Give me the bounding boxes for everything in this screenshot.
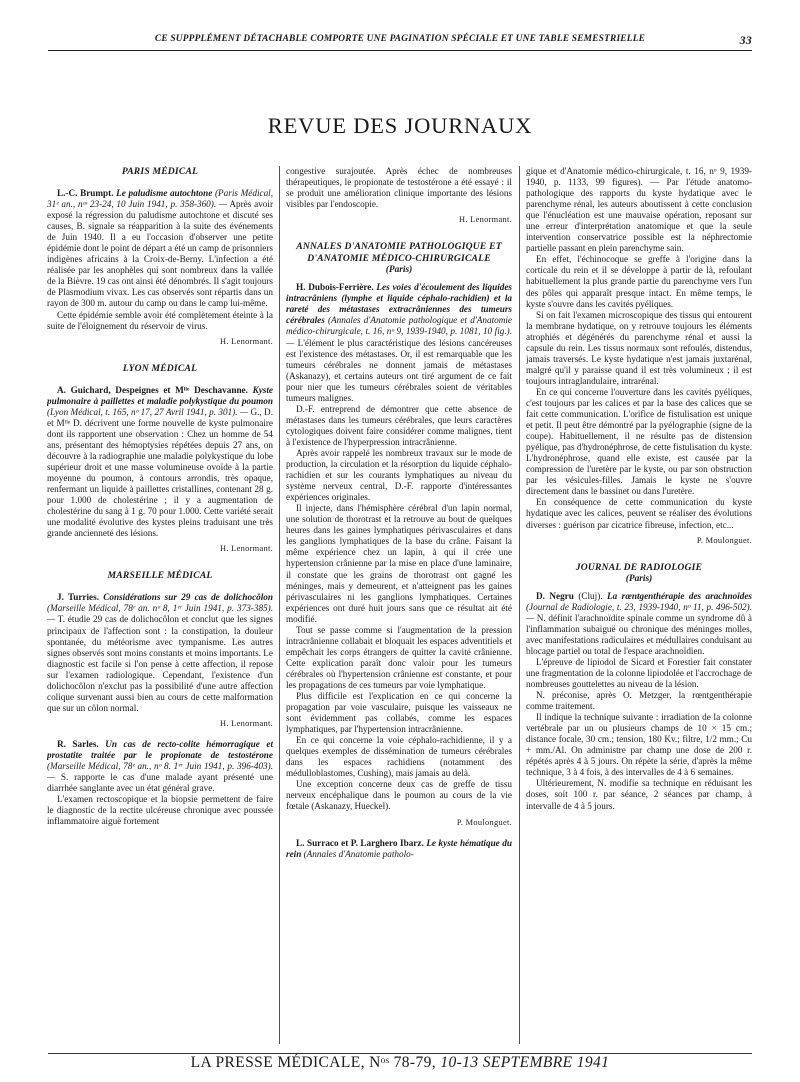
reviewer-signature: P. Moulonguet. (696, 535, 752, 545)
abstract-text: Une exception concerne deux cas de greffe de tissu nerveux encéphalique dans le poumon au cours de la vie fœtale (Askanazy, Hueckel). (286, 779, 512, 812)
abstract-entry (47, 385, 273, 540)
footer-date: 10-13 SEPTEMBRE 1941 (440, 1054, 610, 1071)
citation: (Annales d'Anatomie pathologique et d'Anatomie médico-chirurgicale, t. 16, nᵒ 9, 1939-1940, p. 1081, 10 fig.). — (286, 315, 512, 348)
authors: L. Surraco et P. Larghero Ibarz. (296, 837, 424, 848)
abstract-text: congestive surajoutée. Après échec de nombreuses thérapeutiques, le propionate de testostérone a été essayé : il se produit une amélioration clinique importante des lésions visibles par l'endoscopie. (286, 166, 512, 210)
abstract-text: En ce qui concerne l'ouverture dans les cavités pyéliques, c'est toujours par les calices et par la base des calices que se fait cette communication. L'orifice de fistulisation est unique et petit. Il peut être démontré par la pyélographie (signe de la coupe). Habituellement, il ne résulte pas de distension pyélique, pas d'hydronéphrose, de cette fistulisation du kyste. L'hydronéphrose, quand elle existe, est causée par la compression de l'uretère par le kyste, ou par son obstruction par les vésicules-filles. Jamais le kyste ne s'ouvre directement dans le bassinet ou dans l'uretère. (526, 386, 752, 497)
reviewer-signature: H. Lenormant. (459, 215, 512, 225)
abstract-text: G., D. et Mˡˡᵉ D. décrivent une forme nouvelle de kyste pulmonaire dont ils rapportent une observation : Chez un homme de 54 ans, présentant des hémoptysies répétées depuis 27 ans, on découvre à la radiographie une maladie polykystique du lobe supérieur droit et une masse volumineuse ovoïde à la partie moyenne du poumon, à contours arrondis, très opaque, renfermant un liquide à paillettes cristallines, contenant 28 g. pour 1.000 de cholestérine ; il y a augmentation de cholestérine du sang à 1 g. 70 pour 1.000. Cette variété serait une modalité évolutive des kystes pleins traduisant une très grande ancienneté des lésions. (47, 406, 273, 539)
running-header (48, 34, 752, 50)
abstract-text: Il indique la technique suivante : irradiation de la colonne vertébrale par un ou plusieurs champs de 10 × 15 cm.; distance focale, 30 cm.; tension, 180 Kv.; filtre, 1/2 mm.; Cu + mm./Al. On administre par champ une dose de 200 r. répétés après 4 à 5 jours. On répète la série, d'après la même technique, 3 à 4 fois, à des intervalles de 4 à 6 semaines. (526, 712, 752, 778)
section-title: MARSEILLE MÉDICAL (107, 570, 213, 582)
abstract-text: Ultérieurement, N. modifie sa technique en réduisant les doses, soit 100 r. par séance, 2 séances par champ, à intervalle de 4 à 5 jours. (526, 778, 752, 811)
abstract-text: Cette épidémie semble avoir été complètement éteinte à la suite de l'éloignement du réservoir de virus. (47, 309, 273, 331)
abstract-entry (526, 591, 752, 657)
article-title: Le paludisme autochtone (116, 188, 213, 198)
header-rule (48, 50, 752, 51)
authors: A. Guichard, Despeignes et Mˡˡᵉ Deschavanne. (57, 384, 248, 395)
authors: R. Sarles. (57, 738, 99, 749)
column-1 (47, 166, 273, 1046)
footer-journal: LA PRESSE MÉDICALE, Nᵒˢ 78-79, (190, 1054, 437, 1071)
page-title: REVUE DES JOURNAUX (267, 113, 533, 138)
abstract-text: D.-F. entreprend de démontrer que cette absence de métastases dans les tumeurs cérébrales, que leurs caractères cytologiques doivent faire considérer comme malignes, tient à l'existence de l'hyperpression intracrânienne. (286, 403, 512, 447)
citation: (Marseille Médical, 78ᵉ an., nᵒ 8. 1ᵉʳ Juin 1941, p. 396-403). — (47, 761, 273, 783)
abstract-text: N. définit l'arachnoïdite spinale comme un syndrome dû à l'inflammation subaiguë ou chronique des méninges molles, avec manifestations radiculaires et médullaires conduisant au blocage partiel ou total de l'espace arachnoïdien. (526, 612, 752, 656)
article-title: Considérations sur 29 cas de dolichocôlon (103, 592, 273, 603)
abstract-text: Après avoir rappelé les nombreux travaux sur le mode de production, la circulation et la résorption du liquide céphalo-rachidien et sur les courants lymphatiques au niveau du système nerveux central, D.-F. rapporte d'intéressantes expériences originales. (286, 447, 512, 503)
abstract-entry (47, 188, 273, 310)
abstract-text: Tout se passe comme si l'augmentation de la pression intracrânienne collabait et bloquait les espaces adventitiels et empêchait les corps étrangers de quitter la cavité crânienne. Cette explication paraît donc valoir pour les tumeurs cérébrales où l'hypertension crânienne est constante, et pour les propagations de ces tumeurs par voie lymphatique. (286, 624, 512, 690)
reviewer-signature: H. Lenormant. (220, 544, 273, 554)
abstract-entry (47, 739, 273, 794)
authors: J. Turries. (57, 592, 100, 603)
abstract-text: Plus difficile est l'explication en ce qui concerne la propagation par voie vasculaire, puisque les vaisseaux ne sont évidemment pas collabés, comme les espaces lymphatiques, par l'hypertension intracrânienne. (286, 691, 512, 735)
abstract-entry (47, 592, 273, 714)
citation: (Annales d'Anatomie patholo- (303, 848, 414, 859)
authors: D. Negru (536, 590, 574, 601)
section-title: LYON MÉDICAL (122, 362, 198, 374)
abstract-text: L'élément le plus caractéristique des lésions cancéreuses est l'existence des métastases. Or, il est remarquable que les tumeurs cérébrales ne donnent jamais de métastases (Askanazy), et certains auteurs ont tiré argument de ce fait pour nier que les tumeurs cérébrales soient de véritables tumeurs malignes. (286, 337, 512, 403)
authors: H. Dubois-Ferrière. (296, 282, 374, 293)
column-2 (286, 166, 512, 1046)
section-subtitle: (Paris) (625, 573, 653, 584)
abstract-entry (286, 838, 512, 860)
article-columns (47, 166, 753, 1046)
section-subtitle: (Paris) (385, 265, 413, 276)
abstract-text: En conséquence de cette communication du kyste hydatique avec les calices, peuvent se réaliser des évolutions diverses : guérison par cicatrice fibreuse, infection, etc... (526, 497, 752, 530)
running-header-text: CE SUPPPLÉMENT DÉTACHABLE COMPORTE UNE PAGINATION SPÉCIALE ET UNE TABLE SEMESTRIELLE (154, 34, 646, 44)
citation: (Journal de Radiologie, t. 23, 1939-1940, nᵒ 11, p. 496-502). — (526, 601, 752, 623)
citation: (Lyon Médical, t. 165, nᵒ 17, 27 Avril 1941, p. 301). — (47, 406, 249, 417)
citation: (Marseille Médical, 78ᵉ an. nᵒ 8, 1ᵉʳ Juin 1941, p. 373-385). — (47, 603, 273, 625)
abstract-text: En effet, l'échinocoque se greffe à l'origine dans la corticale du rein et il se développe à partir de là, refoulant habituellement la plus grande partie du parenchyme vers l'un des pôles qui apparaît presque intact. En même temps, le kyste s'ouvre dans les cavités pyéliques. (526, 254, 752, 309)
abstract-text: S. rapporte le cas d'une malade ayant présenté une diarrhée sanglante avec un état général grave. (47, 772, 273, 794)
reviewer-signature: H. Lenormant. (220, 336, 273, 346)
section-title: PARIS MÉDICAL (121, 166, 199, 177)
abstract-text: gique et d'Anatomie médico-chirurgicale, t. 16, nᵒ 9, 1939-1940, p. 1133, 99 figures). — Par l'étude anatomo-pathologique des rapports du kyste hydatique avec le parenchyme rénal, les auteurs aboutissent à cette conclusion que l'énucléation est une mauvaise opération, reposant sur une erreur d'interprétation anatomique et que la seule intervention conservatrice possible est la néphrectomie partielle passant en plein parenchyme sain. (526, 166, 752, 254)
article-title: Un cas de recto-colite hémorragique et prostatite traitée par le propionate de testostérone (47, 738, 273, 760)
reviewer-signature: H. Lenormant. (220, 718, 273, 728)
article-title: Le kyste hématique du rein (286, 837, 512, 859)
section-title: JOURNAL DE RADIOLOGIE (575, 561, 703, 573)
abstract-text: En ce qui concerne la voie céphalo-rachidienne, il y a quelques exemples de dissémination de tumeurs cérébrales dans les espaces rachidiens (notamment des médulloblastomes, Cushing), mais jamais au delà. (286, 735, 512, 779)
column-3 (526, 166, 752, 1046)
abstract-text: Il injecte, dans l'hémisphère cérébral d'un lapin normal, une solution de thorotrast et la retrouve au bout de quelques heures dans les gaines lymphatiques périvasculaires et dans les ganglions lymphatiques de la base du crâne. Faisant la même expérience chez un lapin, à qui il crée une hypertension crânienne par la mise en place d'une laminaire, il constate que les grains de thorotrast ont gagné les méninges, mais y demeurent, et n'atteignent pas les gaines périvasculaires ni les ganglions lymphatiques. Certaines expériences ont duré huit jours sans que ce résultat ait été modifié. (286, 503, 512, 624)
page-number: 33 (739, 33, 752, 47)
section-title: ANNALES D'ANATOMIE PATHOLOGIQUE ET D'ANATOMIE MÉDICO-CHIRURGICALE (296, 241, 502, 265)
abstract-text: N. préconise, après O. Metzger, la rœntgenthérapie comme traitement. (526, 690, 752, 712)
abstract-text: L'examen rectoscopique et la biopsie permettent de faire le diagnostic de la rectite ulcéreuse chronique avec poussée inflammatoire aiguë fortement (47, 794, 273, 827)
authors: L.-C. Brumpt. (57, 188, 114, 198)
page-footer (48, 1054, 752, 1074)
reviewer-signature: P. Moulonguet. (456, 817, 512, 827)
citation: (Paris Médical, 31ᵉ an., nᵒˢ 23-24, 10 Juin 1941, p. 358-360). — (47, 188, 273, 210)
abstract-text: Si on fait l'examen microscopique des tissus qui entourent la membrane hydatique, on y retrouve toujours les éléments atrophiés et dégénérés du parenchyme rénal et aussi la capsule du rein. Les tissus normaux sont refoulés, distendus, jamais traversés. Le kyste hydatique n'est jamais juxtarénal, malgré qu'il y paraisse quand il est très volumineux ; il est toujours intraglandulaire, intrarénal. (526, 309, 752, 386)
article-title: Kyste pulmonaire à paillettes et maladie polykystique du poumon (47, 384, 273, 406)
author-city: (Cluj). (578, 590, 603, 601)
abstract-text: Après avoir exposé la régression du paludisme autochtone et discuté ses causes, B. signale sa réapparition à la suite des événements de Juin 1940. Il a eu l'occasion d'observer une petite épidémie dont le point de départ a été un camp de prisonniers indigènes africains à la Croix-de-Berny. L'infection a été réalisée par les anophèles qui sont nombreux dans la vallée de la Bièvre. 19 cas ont ainsi été dénombrés. Il s'agit toujours de Plasmodium vivax. Les cas observés sont répartis dans un rayon de 300 m. autour du camp ou dans le camp lui-même. (47, 199, 273, 309)
abstract-text: T. étudie 29 cas de dolichocôlon et conclut que les signes principaux de l'affection sont : la constipation, la douleur spontanée, du météorisme avec tympanisme. Les autres signes observés sont moins constants et moins importants. Le diagnostic est facile si l'on pense à cette affection, il repose sur l'examen radiologique. Cependant, l'existence d'un dolichocôlon n'exclut pas la possibilité d'une autre affection colique survenant aussi bien au cours de cette malformation que sur un côlon normal. (47, 614, 273, 713)
abstract-text: L'épreuve de lipiodol de Sicard et Forestier fait constater une fragmentation de la colonne lipiodolée et l'accrochage de nombreuses gouttelettes au niveau de la lésion. (526, 656, 752, 690)
article-title: Les voies d'écoulement des liquides intracrâniens (lymphe et liquide céphalo-rachidien) et la rareté des métastases extracrâniennes des tumeurs cérébrales (286, 282, 512, 326)
article-title: La rœntgenthérapie des arachnoïdes (607, 590, 752, 601)
abstract-entry (286, 282, 512, 404)
